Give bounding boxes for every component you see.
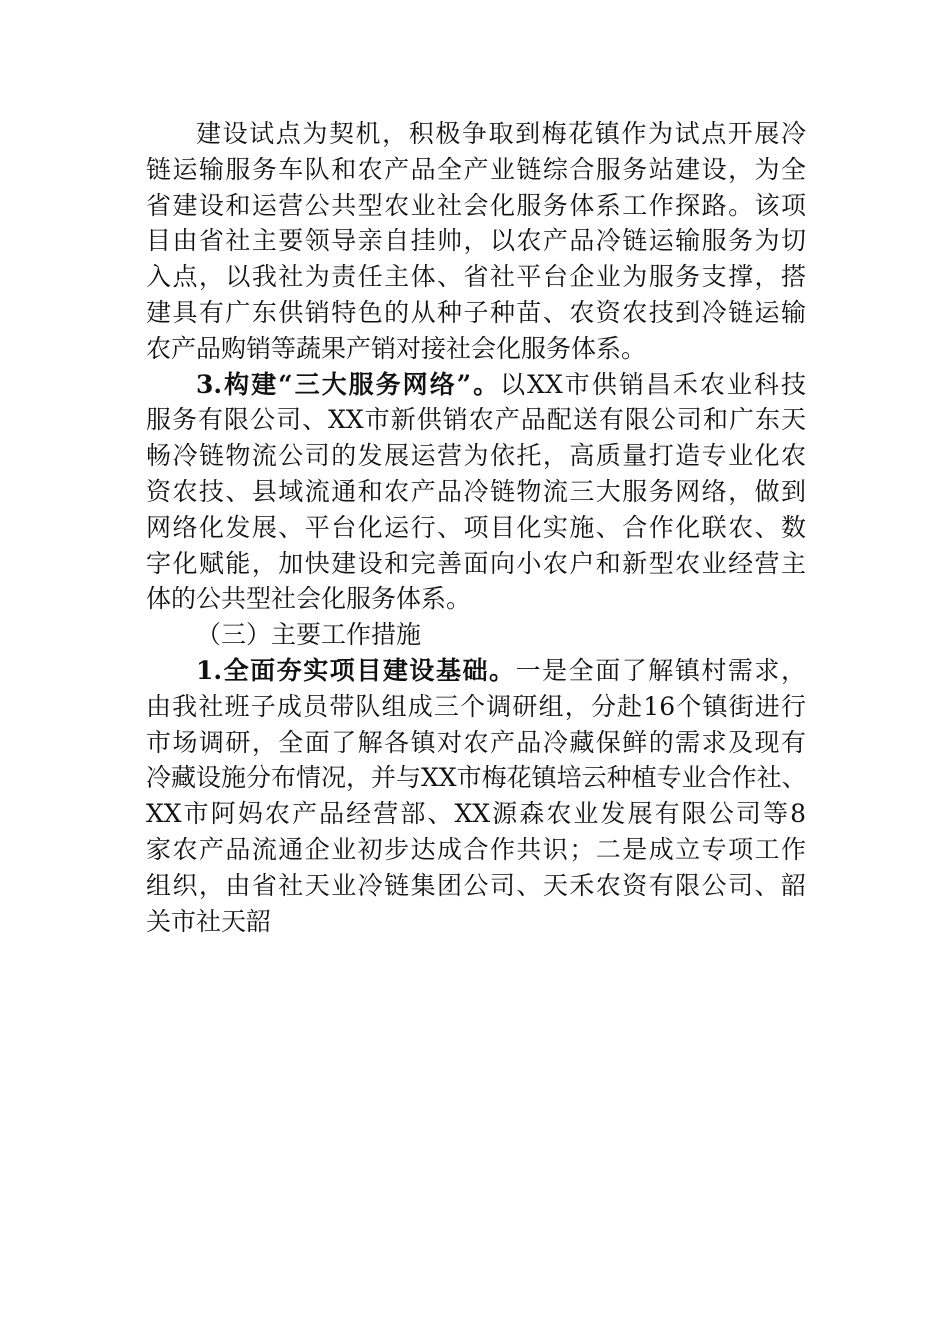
text-line xyxy=(146,510,806,546)
body-text: XX市阿妈农产品经营部、XX源森农业发展有限公司等8 xyxy=(146,799,806,829)
bold-heading-text: 3.构建“三大服务网络”。 xyxy=(196,369,501,399)
body-text: 目由省社主要领导亲自挂帅，以农产品冷链运输服务为切 xyxy=(146,226,806,256)
body-text: 由我社班子成员带队组成三个调研组，分赴16个镇街进行 xyxy=(146,691,806,721)
bold-heading-text: 1.全面夯实项目建设基础。 xyxy=(196,656,516,685)
body-text: 入点，以我社为责任主体、省社平台企业为服务支撑，搭 xyxy=(146,262,806,292)
body-text: 网络化发展、平台化运行、项目化实施、合作化联农、数 xyxy=(146,512,806,542)
text-line xyxy=(146,581,806,617)
text-line xyxy=(146,832,806,868)
text-line xyxy=(146,546,806,582)
body-text: 关市社天韶 xyxy=(146,906,272,936)
body-text: 省建设和运营公共型农业社会化服务体系工作探路。该项 xyxy=(146,190,806,220)
text-line xyxy=(146,152,806,188)
body-text: 农产品购销等蔬果产销对接社会化服务体系。 xyxy=(146,333,647,363)
text-line xyxy=(196,617,806,653)
body-text: 服务有限公司、XX市新供销农产品配送有限公司和广东天 xyxy=(146,405,806,435)
text-line xyxy=(146,689,806,725)
text-line xyxy=(146,188,806,224)
text-line xyxy=(146,904,806,940)
body-text: 链运输服务车队和农产品全产业链综合服务站建设，为全 xyxy=(146,154,806,184)
text-line xyxy=(146,259,806,295)
text-line xyxy=(146,223,806,259)
body-text: 市场调研，全面了解各镇对农产品冷藏保鲜的需求及现有 xyxy=(146,727,806,757)
body-text: 建具有广东供销特色的从种子种苗、农资农技到冷链运输 xyxy=(146,298,806,327)
body-text: 畅冷链物流公司的发展运营为依托，高质量打造专业化农 xyxy=(146,441,806,471)
text-line xyxy=(146,868,806,904)
body-text: 一是全面了解镇村需求， xyxy=(515,656,806,685)
text-line xyxy=(196,116,806,152)
body-text: 体的公共型社会化服务体系。 xyxy=(146,584,472,614)
body-text: 建设试点为契机，积极争取到梅花镇作为试点开展冷 xyxy=(196,119,806,148)
text-line xyxy=(146,760,806,796)
text-line xyxy=(146,438,806,474)
body-text: 家农产品流通企业初步达成合作共识；二是成立专项工作 xyxy=(146,835,806,864)
text-line xyxy=(146,402,806,438)
body-text: 以XX市供销昌禾农业科技 xyxy=(500,369,806,399)
body-text: 资农技、县域流通和农产品冷链物流三大服务网络，做到 xyxy=(146,477,806,506)
body-text: 字化赋能，加快建设和完善面向小农户和新型农业经营主 xyxy=(146,548,806,578)
body-text: 组织，由省社天业冷链集团公司、天禾农资有限公司、韶 xyxy=(146,870,806,900)
body-text: （三）主要工作措施 xyxy=(196,620,422,650)
text-line xyxy=(146,295,806,331)
body-text: 冷藏设施分布情况，并与XX市梅花镇培云种植专业合作社、 xyxy=(146,763,807,793)
text-line xyxy=(146,725,806,761)
text-line xyxy=(196,653,806,689)
text-line xyxy=(146,474,806,510)
text-line xyxy=(146,796,806,832)
text-line xyxy=(146,331,806,367)
text-line xyxy=(196,367,806,403)
